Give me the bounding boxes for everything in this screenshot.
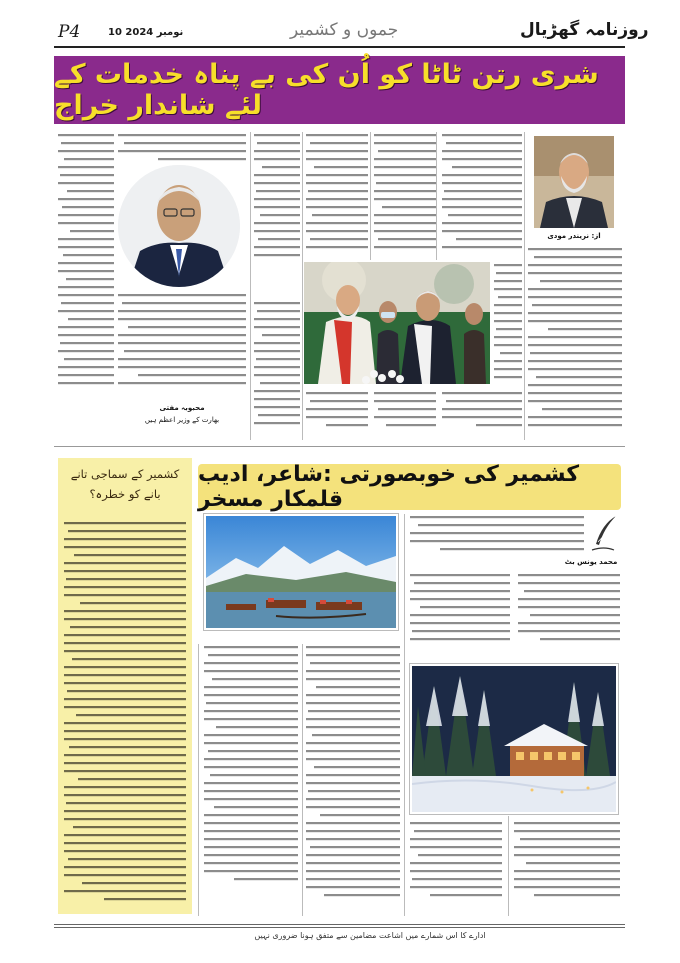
yunus-byline: محمد یونس بٹ [564, 558, 618, 566]
issue-date: 10 نومبر 2024 [108, 27, 184, 38]
quill-pen-icon [588, 514, 620, 554]
modi-tata-group-photo [304, 262, 490, 384]
edition-name: جموں و کشمیر [290, 20, 399, 40]
column-rule [404, 514, 405, 916]
author-title: بھارت کے وزیر اعظم ہیں [144, 416, 220, 424]
snow-resort-photo [410, 664, 618, 814]
article-column [306, 390, 522, 438]
column-rule [302, 132, 303, 440]
article-column [204, 644, 400, 912]
article-column [410, 514, 584, 558]
newspaper-name: روزنامہ گھڑیال [520, 20, 649, 40]
article-column [254, 132, 300, 432]
article-column [118, 132, 246, 162]
top-headline-banner [54, 56, 625, 124]
article-column [410, 820, 620, 912]
narendra-modi-portrait [534, 136, 614, 228]
modi-byline: از: نریندر مودی [547, 232, 601, 240]
masthead-rule [54, 46, 625, 48]
footer-rule [54, 927, 625, 928]
footer-disclaimer: ادارے کا اس شمارے میں اشاعت مضامین سے متفق ہونا ضروری نہیں [254, 931, 486, 940]
sidebar-body [64, 520, 186, 908]
kashmir-lake-photo [204, 514, 398, 630]
mehbooba-byline: محبوبہ مفتی [159, 404, 205, 412]
article-column [58, 132, 114, 432]
ratan-tata-portrait [118, 165, 240, 287]
column-rule [198, 644, 199, 916]
bottom-headline: کشمیر کی خوبصورتی :شاعر، ادیب قلمکار مسخر [198, 462, 579, 512]
column-rule [250, 132, 251, 440]
article-column [118, 292, 246, 402]
article-column [410, 572, 620, 656]
page-number: P4 [58, 22, 81, 42]
article-column [494, 262, 522, 386]
footer-rule [54, 924, 625, 925]
top-headline: شری رتن ٹاٹا کو اُن کی بے پناہ خدمات کے لئے شاندار خراج [54, 59, 599, 121]
column-rule [524, 132, 525, 440]
article-column [528, 246, 622, 436]
bottom-headline-banner [198, 464, 621, 510]
article-column [306, 132, 522, 256]
section-divider [54, 446, 625, 447]
sidebar-kicker: کشمیر کے سماجی تانے بانے کو خطرہ؟ [70, 467, 180, 501]
sidebar-box [58, 458, 192, 914]
